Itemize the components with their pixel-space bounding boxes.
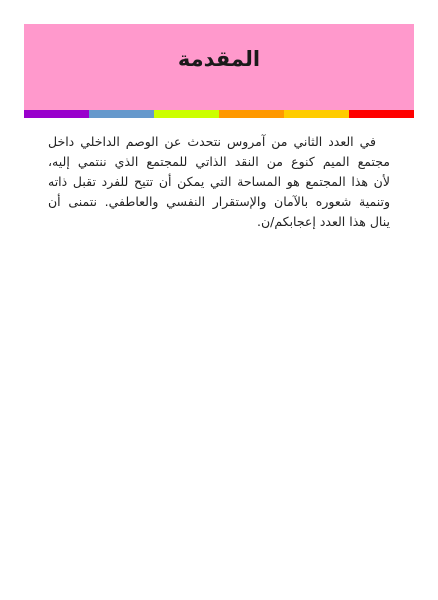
- rainbow-segment: [349, 110, 414, 118]
- intro-line: ينال هذا العدد إعجابكم/ن.: [256, 214, 390, 229]
- intro-paragraph: [48, 132, 390, 232]
- rainbow-segment: [219, 110, 284, 118]
- rainbow-segment: [284, 110, 349, 118]
- intro-line: وتنمية شعوره بالآمان والإستقرار النفسي والعاطفي. نتمنى أن: [48, 194, 390, 209]
- page-title: المقدمة: [177, 47, 261, 71]
- rainbow-divider: [24, 110, 414, 118]
- rainbow-segment: [89, 110, 154, 118]
- intro-line: لأن هذا المجتمع هو المساحة التي يمكن أن تتيح للفرد تقبل ذاته: [48, 174, 390, 189]
- intro-line: في العدد الثاني من آمروس نتحدث عن الوصم الداخلي داخل: [48, 134, 376, 149]
- intro-line: مجتمع الميم كنوع من النقد الذاتي للمجتمع الذي ننتمي إليه،: [48, 154, 390, 169]
- rainbow-segment: [154, 110, 219, 118]
- rainbow-segment: [24, 110, 89, 118]
